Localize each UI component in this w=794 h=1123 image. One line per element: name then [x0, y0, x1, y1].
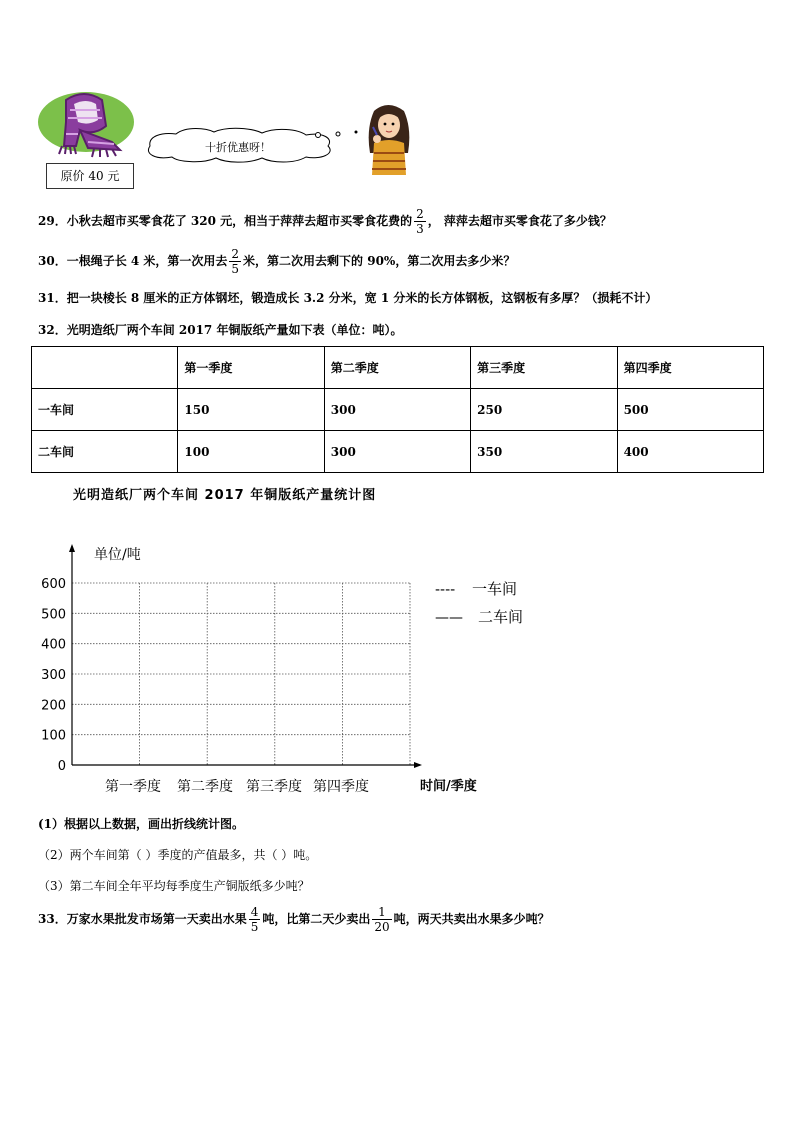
y-tick-label: 500 [41, 607, 66, 623]
line-chart [30, 536, 590, 806]
x-axis-arrow [414, 762, 422, 768]
table-cell: 350 [471, 431, 617, 473]
y-tick-label: 300 [41, 668, 66, 683]
y-tick-label: 400 [41, 637, 66, 653]
q33-text-middle: 吨，比第二天少卖出 [262, 912, 371, 926]
table-cell: 二车间 [32, 431, 178, 473]
table-header-cell: 第二季度 [324, 347, 470, 389]
table-header-cell: 第一季度 [178, 347, 324, 389]
q30-fraction [229, 247, 241, 276]
girl-illustration [360, 99, 418, 175]
q33-text-prefix: 33．万家水果批发市场第一天卖出水果 [38, 912, 247, 926]
table-cell: 300 [324, 431, 470, 473]
table-cell: 150 [178, 389, 324, 431]
subquestion-1: (1）根据以上数据，画出折线统计图。 [38, 817, 245, 831]
table-row [32, 389, 764, 431]
question-29 [38, 207, 612, 236]
q30-text-prefix: 30．一根绳子长 4 米，第一次用去 [38, 254, 228, 268]
x-category-label: 第二季度 [177, 779, 233, 795]
question-31: 31．把一块棱长 8 厘米的正方体钢坯，锻造成长 3.2 分米，宽 1 分米的长方体钢板，这钢板有多厚？（损耗不计） [38, 291, 658, 305]
q30-frac-denominator: 5 [231, 262, 240, 276]
q33-fraction-2 [372, 905, 391, 934]
table-header-cell [32, 347, 178, 389]
table-cell: 250 [471, 389, 617, 431]
subquestion-3: （3）第二车间全年平均每季度生产铜版纸多少吨？ [38, 879, 310, 893]
q30-text-suffix: 米，第二次用去剩下的 90%，第二次用去多少米？ [243, 254, 516, 268]
question-33 [38, 905, 550, 934]
q30-frac-numerator: 2 [231, 247, 240, 261]
q29-fraction [414, 207, 426, 236]
table-cell: 一车间 [32, 389, 178, 431]
q29-frac-numerator: 2 [416, 207, 424, 221]
legend-label: 二车间 [478, 608, 524, 626]
q29-text-suffix: ， 萍萍去超市买零食花了多少钱？ [427, 214, 612, 228]
y-axis-arrow [69, 544, 75, 552]
y-axis-label: 单位/吨 [94, 547, 141, 563]
legend-label: 一车间 [472, 580, 518, 598]
q33-fraction-1 [249, 905, 261, 934]
q33-text-suffix: 吨，两天共卖出水果多少吨？ [393, 912, 550, 926]
x-category-label: 第三季度 [246, 779, 302, 795]
table-cell: 100 [178, 431, 324, 473]
q33-frac1-denominator: 5 [250, 920, 259, 934]
legend-marker: ---- [435, 582, 456, 598]
speech-bubble [142, 126, 364, 166]
speech-bubble-text: 十折优惠呀！ [205, 141, 271, 154]
question-32: 32．光明造纸厂两个车间 2017 年铜版纸产量如下表（单位：吨）。 [38, 323, 403, 337]
table-cell: 300 [324, 389, 470, 431]
y-tick-label: 200 [41, 698, 66, 714]
q33-frac1-numerator: 4 [250, 905, 259, 919]
question-30 [38, 247, 515, 276]
y-tick-label: 600 [41, 577, 66, 592]
legend-marker: —— [435, 610, 463, 626]
table-cell: 500 [617, 389, 763, 431]
q33-frac2-denominator: 20 [374, 920, 390, 934]
y-tick-label: 0 [57, 759, 66, 774]
y-tick-label: 100 [41, 728, 66, 744]
x-category-label: 第一季度 [105, 779, 161, 795]
table-header-row [32, 347, 764, 389]
table-cell: 400 [617, 431, 763, 473]
subquestion-2: （2）两个车间第（ ）季度的产值最多，共（ ）吨。 [38, 848, 318, 862]
table-row [32, 431, 764, 473]
x-axis-label: 时间/季度 [420, 779, 477, 794]
q29-frac-denominator: 3 [416, 222, 424, 236]
table-header-cell: 第三季度 [471, 347, 617, 389]
original-price-tag: 原价 40 元 [46, 163, 134, 189]
q29-text-prefix: 29．小秋去超市买零食花了 320 元，相当于萍萍去超市买零食花费的 [38, 214, 413, 228]
scarf-illustration [36, 86, 138, 162]
production-table [31, 346, 764, 473]
chart-title: 光明造纸厂两个车间 2017 年铜版纸产量统计图 [73, 488, 377, 503]
x-category-label: 第四季度 [313, 779, 369, 795]
table-header-cell: 第四季度 [617, 347, 763, 389]
q33-frac2-numerator: 1 [372, 905, 391, 920]
